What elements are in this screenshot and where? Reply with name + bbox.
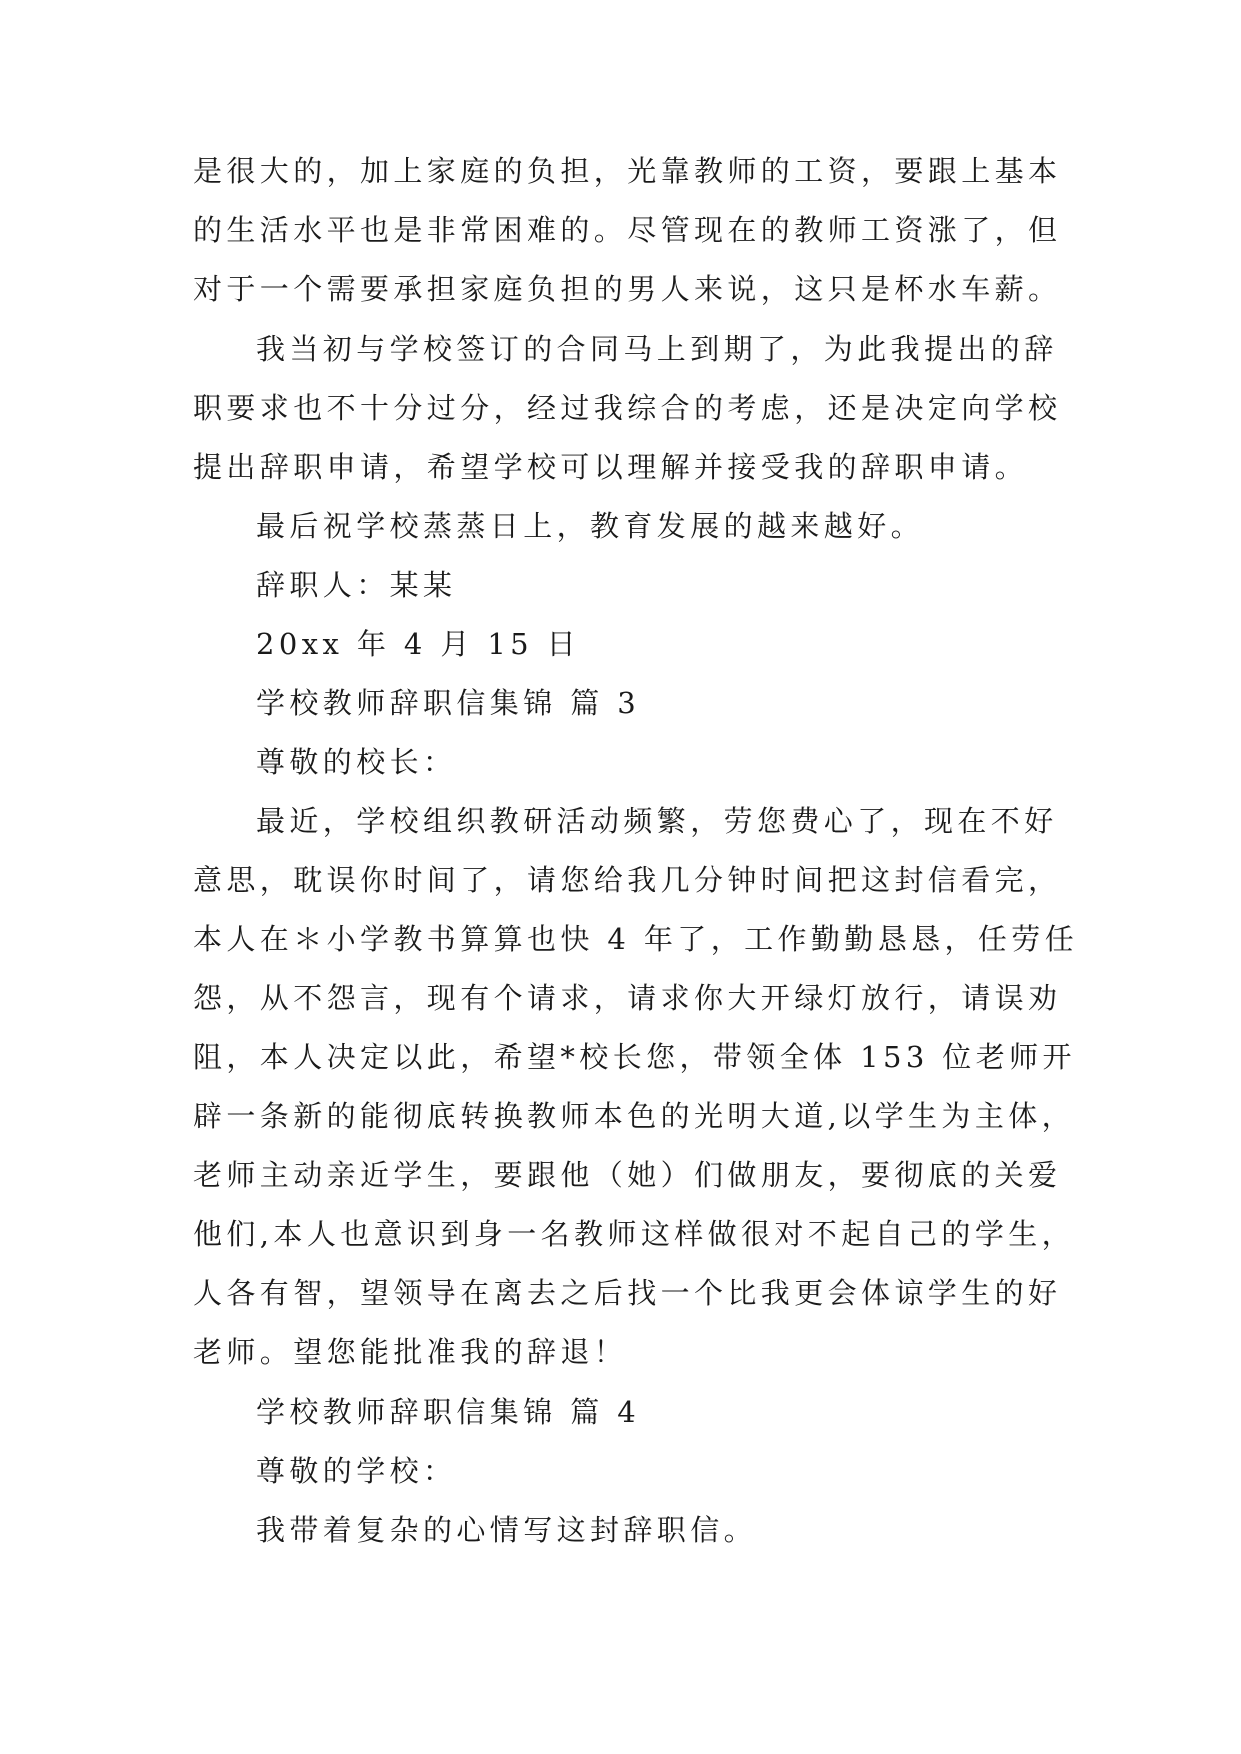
section-heading: 学校教师辞职信集锦 篇 4 <box>256 1395 641 1429</box>
body-text-line: 的生活水平也是非常困难的。尽管现在的教师工资涨了，但 <box>193 213 1062 247</box>
section-heading: 学校教师辞职信集锦 篇 3 <box>256 686 641 720</box>
body-text-line: 职要求也不十分过分，经过我综合的考虑，还是决定向学校 <box>193 391 1062 425</box>
closing-line: 最后祝学校蒸蒸日上，教育发展的越来越好。 <box>256 509 925 543</box>
body-text-line: 提出辞职申请，希望学校可以理解并接受我的辞职申请。 <box>193 450 1029 484</box>
body-text-line: 辟一条新的能彻底转换教师本色的光明大道,以学生为主体， <box>193 1099 1076 1133</box>
body-text-line: 本人在＊小学教书算算也快 4 年了，工作勤勤恳恳，任劳任 <box>193 922 1079 956</box>
salutation: 尊敬的校长： <box>256 745 457 779</box>
body-text-line: 意思，耽误你时间了，请您给我几分钟时间把这封信看完， <box>193 863 1062 897</box>
date-line: 20xx 年 4 月 15 日 <box>256 627 581 661</box>
body-text-line: 人各有智，望领导在离去之后找一个比我更会体谅学生的好 <box>193 1276 1062 1310</box>
body-text-line: 他们,本人也意识到身一名教师这样做很对不起自己的学生， <box>193 1217 1076 1251</box>
body-text-line: 对于一个需要承担家庭负担的男人来说，这只是杯水车薪。 <box>193 272 1062 306</box>
body-text-line: 老师。望您能批准我的辞退！ <box>193 1335 628 1369</box>
salutation: 尊敬的学校： <box>256 1454 457 1488</box>
body-text-line: 怨，从不怨言，现有个请求，请求你大开绿灯放行，请误劝 <box>193 981 1062 1015</box>
body-text-line: 老师主动亲近学生，要跟他（她）们做朋友，要彻底的关爱 <box>193 1158 1062 1192</box>
body-text-line: 阻，本人决定以此，希望*校长您，带领全体 153 位老师开 <box>193 1040 1076 1074</box>
body-text-line: 我带着复杂的心情写这封辞职信。 <box>256 1513 758 1547</box>
body-text-line: 最近，学校组织教研活动频繁，劳您费心了，现在不好 <box>256 804 1058 838</box>
body-text-line: 我当初与学校签订的合同马上到期了，为此我提出的辞 <box>256 332 1058 366</box>
signature-line: 辞职人：某某 <box>256 568 457 602</box>
body-text-line: 是很大的，加上家庭的负担，光靠教师的工资，要跟上基本 <box>193 154 1062 188</box>
